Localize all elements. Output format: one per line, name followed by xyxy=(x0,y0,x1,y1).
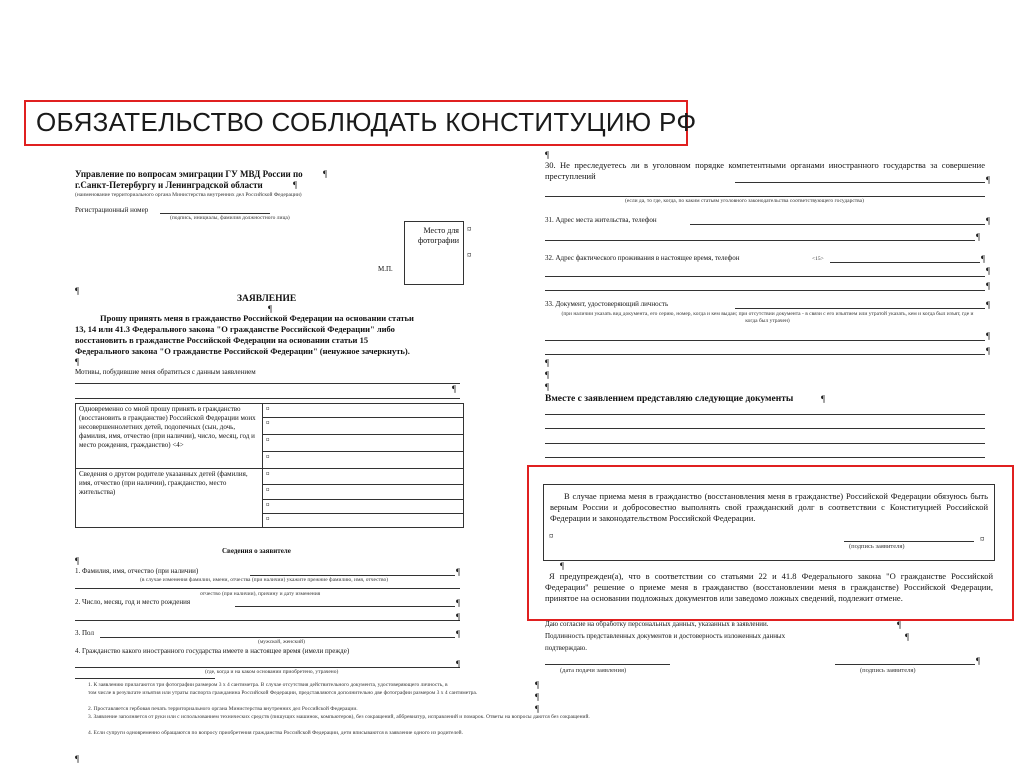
slide-title: ОБЯЗАТЕЛЬСТВО СОБЛЮДАТЬ КОНСТИТУЦИЮ РФ xyxy=(36,107,697,137)
org-line-1: Управление по вопросам эмиграции ГУ МВД России по xyxy=(75,169,303,179)
children-ref: <4> xyxy=(172,441,184,449)
question-33-note: (при наличии указать вид документа, его серию, номер, когда и кем выдан; при отсутствии документа - в связи с его изъятием или утратой указать, кем и когда был изъят, где и когда был утрачен) xyxy=(561,311,974,324)
document-title: ЗАЯВЛЕНИЕ xyxy=(237,294,297,304)
parent-text: Сведения о другом родителе указанных детей (фамилия, имя, отчество (при наличии), гражданство, место жительства) xyxy=(79,470,248,496)
signature-note: (подпись заявителя) xyxy=(860,667,916,674)
slide-title-frame xyxy=(24,100,697,146)
question-31: 31. Адрес места жительства, телефон xyxy=(545,216,657,224)
footnote-2: том числе в результате изъятия или утраты паспорта гражданина Российской Федерации, представляются дополнительно две фотографии размером 3 х 4 сантиметра. xyxy=(88,690,478,696)
request-line-1: Прошу принять меня в гражданство Российской Федерации на основании статьи xyxy=(100,313,414,323)
date-note: (дата подачи заявления) xyxy=(560,667,627,674)
children-table: Одновременно со мной прошу принять в гражданство (восстановить в гражданстве) Российской Федерации моих несовершеннолетних детей, подопечных (сын, дочь, фамилия, имя, отчество (при наличии), число, месяц, год и место рождения, гражданство) <4> ¤ ¤ ¤ ¤ Сведения о другом родителе указанных детей (фамилия, имя, отчество (при наличии), гражданство, место жительства) ¤ ¤ ¤ ¤ xyxy=(75,403,464,528)
footnote-3: 2. Проставляется гербовая печать территориального органа Министерства внутренних дел Российской Федерации. xyxy=(88,706,358,712)
field-2-label: 2. Число, месяц, год и место рождения xyxy=(75,598,191,606)
org-line-2: г.Санкт-Петербургу и Ленинградской области xyxy=(75,180,263,190)
footnote-1: 1. К заявлению прилагаются три фотографии размером 3 х 4 сантиметра. В случае отсутствия действительного документа, удостоверяющего личность, в xyxy=(88,682,448,688)
field-4-label: 4. Гражданство какого иностранного государства имеете в настоящее время (имели прежде) xyxy=(75,647,350,655)
reg-note: (подпись, инициалы, фамилия должностного лица) xyxy=(170,215,290,221)
reg-label: Регистрационный номер xyxy=(75,206,149,214)
org-note: (наименование территориального органа Министерства внутренних дел Российской Федерации) xyxy=(75,192,302,198)
request-line-4: Федерального закона "О гражданстве Российской Федерации" (ненужное зачеркнуть). xyxy=(75,346,410,356)
field-4-note: (где, когда и на каком основании приобретено, утрачено) xyxy=(205,669,339,675)
footnote-5: 4. Если супруги одновременно обращаются по вопросу приобретения гражданства Российской Федерации, дети вписываются в заявление одного из родителей. xyxy=(88,730,463,736)
photo-box xyxy=(404,221,464,285)
question-33: 33. Документ, удостоверяющий личность xyxy=(545,300,669,308)
field-1-label: 1. Фамилия, имя, отчество (при наличии) xyxy=(75,567,199,575)
request-line-3: восстановить в гражданстве Российской Федерации на основании статьи 15 xyxy=(75,335,369,345)
field-3-label: 3. Пол xyxy=(75,629,94,637)
warning-text: Я предупрежден(а), что в соответствии со статьями 22 и 41.8 Федерального закона "О гражданстве Российской Федерации" решение о приеме меня в гражданство (восстановлении меня в гражданстве) Российской Федерации, принятое на основании подложных документов или заведомо ложных сведений, подлежит отмене. xyxy=(545,571,993,603)
field-3-note: (мужской, женский) xyxy=(258,639,305,645)
mp-label: М.П. xyxy=(378,265,393,273)
footnote-4: 3. Заявление заполняется от руки или с использованием технических средств (пишущих машинок, компьютеров), без сокращений, аббревиатур, исправлений и помарок. Ответы на вопросы даются без сокращений. xyxy=(88,714,590,720)
photo-label: Место для фотографии xyxy=(417,226,459,245)
question-32: 32. Адрес фактического проживания в настоящее время, телефон xyxy=(545,254,740,262)
field-1-note-2: отчество (при наличии), причину и дату изменения xyxy=(200,591,321,597)
question-30-note: (если да, то где, когда, по каким статьям уголовного законодательства соответствующего государства) xyxy=(625,198,864,204)
field-1-note: (в случае изменения фамилии, имени, отчества (при наличии) укажите прежние фамилию, имя, отчество) xyxy=(140,577,389,583)
oath-signature-note: (подпись заявителя) xyxy=(849,543,905,550)
confirm-text-2: подтверждаю. xyxy=(545,644,588,652)
question-32-ref: <15> xyxy=(812,256,824,262)
question-30: 30. Не преследуетесь ли в уголовном порядке компетентными органами иностранного государства за совершение преступлений xyxy=(545,160,985,181)
motives-label: Мотивы, побудившие меня обратиться с данным заявлением xyxy=(75,368,256,376)
applicant-title: Сведения о заявителе xyxy=(222,547,291,555)
confirm-text-1: Подлинность представленных документов и достоверность изложенных данных xyxy=(545,632,786,640)
request-line-2: 13, 14 или 41.3 Федерального закона "О гражданстве Российской Федерации" либо xyxy=(75,324,395,334)
documents-label: Вместе с заявлением представляю следующие документы xyxy=(545,394,794,404)
children-text: Одновременно со мной прошу принять в гражданство (восстановить в гражданстве) Российской Федерации моих несовершеннолетних детей, подопечных (сын, дочь, фамилия, имя, отчество (при наличии), число, месяц, год и место рождения, гражданство) xyxy=(79,405,256,449)
consent-text: Даю согласие на обработку персональных данных, указанных в заявлении. xyxy=(545,620,769,628)
oath-text: В случае приема меня в гражданство (восстановления меня в гражданстве) Российской Федерации обязуюсь быть верным России и добросовестно выполнять свой гражданский долг в соответствии с Конституцией Российской Федерации и законодательством Российской Федерации. xyxy=(550,491,988,523)
oath-box: В случае приема меня в гражданство (восстановления меня в гражданстве) Российской Федерации обязуюсь быть верным России и добросовестно выполнять свой гражданский долг в соответствии с Конституцией Российской Федерации и законодательством Российской Федерации. ¤ (подпись заявителя) ¤ xyxy=(543,484,995,561)
